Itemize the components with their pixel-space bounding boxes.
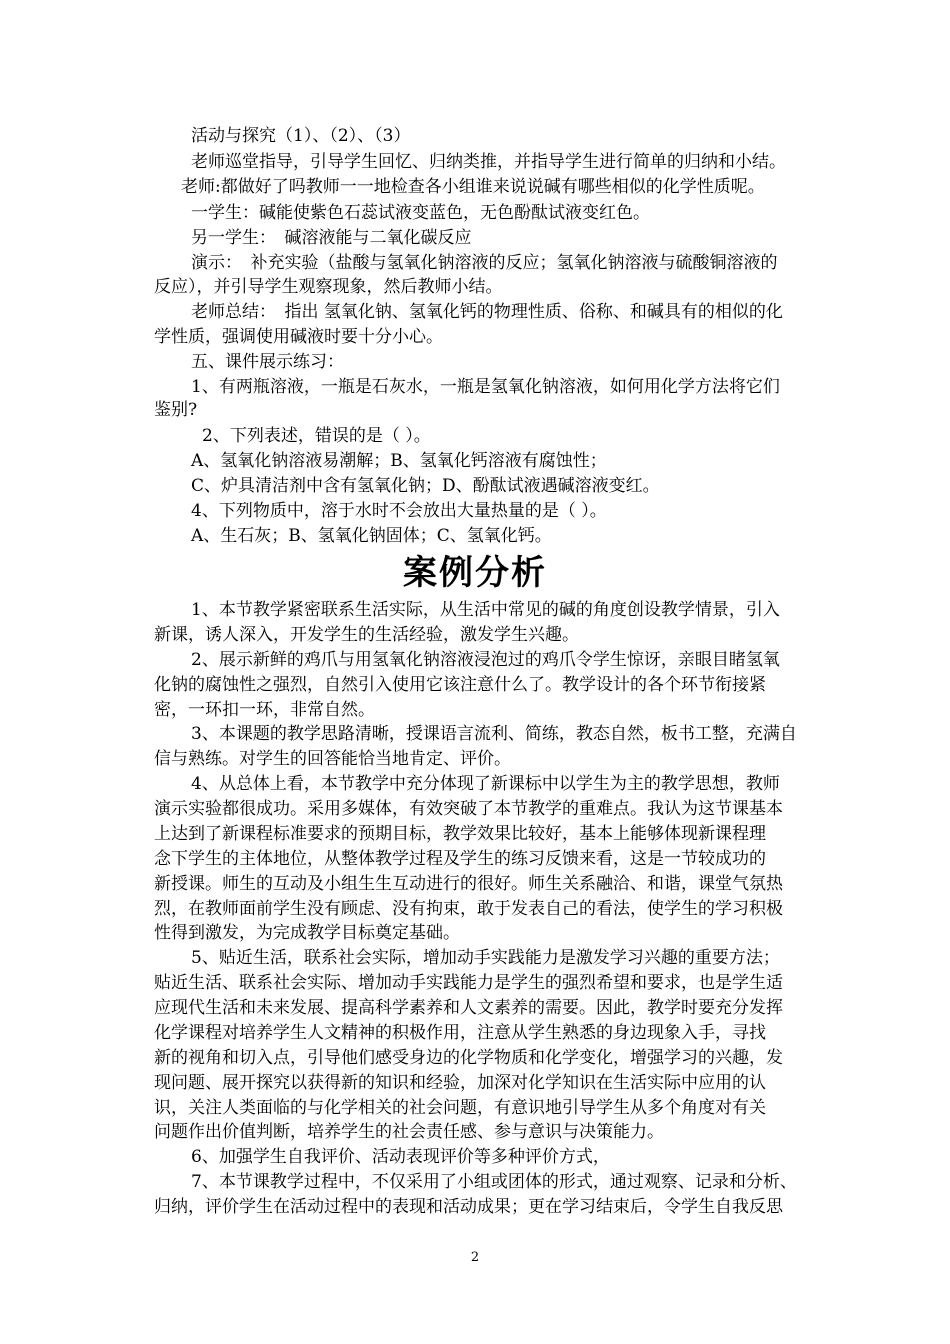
text-line: 归纳，评价学生在活动过程中的表现和活动成果；更在学习结束后，令学生自我反思: [154, 1197, 783, 1217]
text-line: 新授课。师生的互动及小组生生互动进行的很好。师生关系融洽、和谐，课堂气氛热: [154, 874, 783, 894]
text-line: 4、从总体上看，本节教学中充分体现了新课标中以学生为主的教学思想，教师: [191, 774, 780, 794]
text-line: 老师巡堂指导，引导学生回忆、归纳类推，并指导学生进行简单的归纳和小结。: [191, 152, 786, 172]
text-line: 2、展示新鲜的鸡爪与用氢氧化钠溶液浸泡过的鸡爪令学生惊讶，亲眼目睹氢氧: [191, 650, 780, 670]
text-line: 新课，诱人深入，开发学生的生活经验，激发学生兴趣。: [154, 625, 579, 645]
text-line: A、生石灰；B、氢氧化钠固体；C、氢氧化钙。: [191, 526, 552, 546]
text-line: 反应），并引导学生观察现象，然后教师小结。: [154, 277, 503, 297]
text-line: 问题作出价值判断，培养学生的社会责任感、参与意识与决策能力。: [154, 1122, 664, 1142]
text-line: 化钠的腐蚀性之强烈，自然引入使用它该注意什么了。教学设计的各个环节衔接紧: [154, 675, 766, 695]
text-line: 老师:都做好了吗教师一一地检查各小组谁来说说碱有哪些相似的化学性质呢。: [181, 177, 765, 197]
text-line: 应现代生活和未来发展、提高科学素养和人文素养的需要。因此，教学时要充分发挥: [154, 998, 783, 1018]
section-heading: 案例分析: [403, 553, 547, 593]
text-line: 识，关注人类面临的与化学相关的社会问题，有意识地引导学生从多个角度对有关: [154, 1098, 766, 1118]
text-line: 现问题、展开探究以获得新的知识和经验，加深对化学知识在生活实际中应用的认: [154, 1073, 766, 1093]
text-line: 化学课程对培养学生人文精神的积极作用，注意从学生熟悉的身边现象入手，寻找: [154, 1023, 766, 1043]
text-line: 上达到了新课程标准要求的预期目标，教学效果比较好，基本上能够体现新课程理: [154, 824, 766, 844]
text-line: 念下学生的主体地位，从整体教学过程及学生的练习反馈来看，这是一节较成功的: [154, 849, 766, 869]
text-line: 1、本节教学紧密联系生活实际，从生活中常见的碱的角度创设教学情景，引入: [191, 600, 780, 620]
text-line: C、炉具清洁剂中含有氢氧化钠；D、酚酞试液遇碱溶液变红。: [191, 476, 660, 496]
text-line: 烈，在教师面前学生没有顾虑、没有拘束，敢于发表自己的看法，使学生的学习积极: [154, 899, 783, 919]
text-line: 学性质，强调使用碱液时要十分小心。: [154, 327, 443, 347]
text-line: 活动与探究（1）、（2）、（3）: [191, 126, 411, 146]
page-number: 2: [470, 1250, 480, 1265]
text-line: 3、本课题的教学思路清晰，授课语言流利、简练，教态自然，板书工整，充满自: [191, 724, 797, 744]
text-line: 五、课件展示练习：: [191, 352, 344, 372]
text-line: 性得到激发，为完成教学目标奠定基础。: [154, 923, 460, 943]
text-line: 一学生：碱能使紫色石蕊试液变蓝色，无色酚酞试液变红色。: [191, 203, 650, 223]
text-line: 5、贴近生活，联系社会实际，增加动手实践能力是激发学习兴趣的重要方法；: [191, 948, 780, 968]
text-line: 4、下列物质中，溶于水时不会放出大量热量的是（ ）。: [191, 501, 607, 521]
text-line: 另一学生： 碱溶液能与二氧化碳反应: [191, 228, 472, 248]
text-line: 2、下列表述，错误的是（ ）。: [202, 426, 431, 446]
text-line: 7、本节课教学过程中，不仅采用了小组或团体的形式，通过观察、记录和分析、: [191, 1172, 797, 1192]
text-line: 密，一环扣一环，非常自然。: [154, 700, 375, 720]
text-line: 演示： 补充实验（盐酸与氢氧化钠溶液的反应；氢氧化钠溶液与硫酸铜溶液的: [191, 253, 778, 273]
text-line: 贴近生活、联系社会实际、增加动手实践能力是学生的强烈希望和要求，也是学生适: [154, 973, 783, 993]
text-line: 鉴别?: [154, 400, 198, 420]
text-line: 老师总结： 指出 氢氧化钠、氢氧化钙的物理性质、俗称、和碱具有的相似的化: [191, 302, 783, 322]
text-line: 6、加强学生自我评价、活动表现评价等多种评价方式，: [191, 1147, 610, 1167]
text-line: 新的视角和切入点，引导他们感受身边的化学物质和化学变化，增强学习的兴趣，发: [154, 1048, 783, 1068]
text-line: A、氢氧化钠溶液易潮解；B、氢氧化钙溶液有腐蚀性；: [191, 451, 607, 471]
text-line: 信与熟练。对学生的回答能恰当地肯定、评价。: [154, 749, 511, 769]
text-line: 1、有两瓶溶液，一瓶是石灰水，一瓶是氢氧化钠溶液，如何用化学方法将它们: [191, 377, 780, 397]
text-line: 演示实验都很成功。采用多媒体，有效突破了本节教学的重难点。我认为这节课基本: [154, 799, 783, 819]
